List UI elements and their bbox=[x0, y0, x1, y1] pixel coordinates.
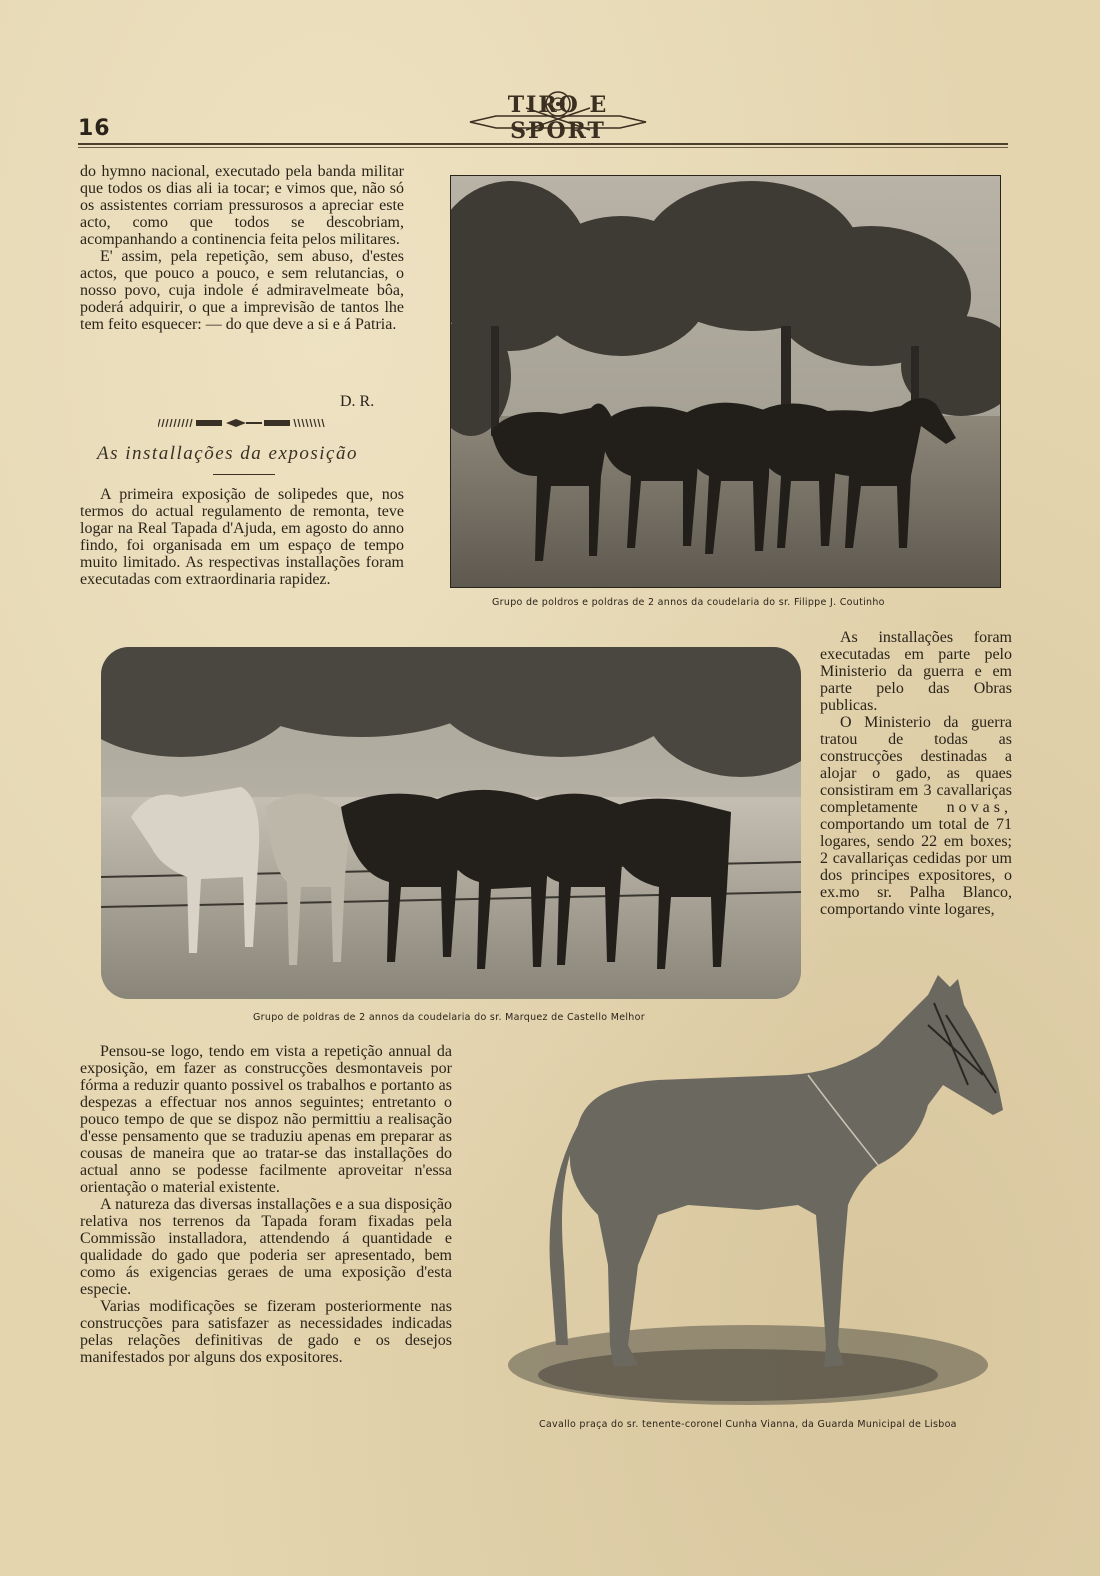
photo-caption: Cavallo praça do sr. tenente-coronel Cunha Vianna, da Guarda Municipal de Lisboa bbox=[539, 1419, 957, 1430]
masthead-logo bbox=[466, 86, 650, 144]
paragraph-part: comportando um total de 71 logares, sendo 22 em boxes; 2 cavallariças cedidas por um dos principes expositores, o ex.mo sr. Palha Blanco, comportando vinte logares, bbox=[820, 816, 1012, 918]
paragraph: Pensou-se logo, tendo em vista a repetição annual da exposição, em fazer as construcções desmontaveis por fórma a reduzir quanto possivel os trabalhos e portanto as despezas a effectuar nos annos seguintes; entretanto o pouco tempo de que se dispoz não permittiu a realisação d'esse pensamento que se traduziu apenas em preparar as cousas de maneira que ao tratar-se das installações do actual anno se podesse facilmente aproveitar n'essa orientação o material existente. bbox=[80, 1043, 452, 1196]
masthead-title: TIRO E SPORT bbox=[507, 92, 609, 144]
section-title: As installações da exposição bbox=[97, 443, 358, 464]
photo-mare-group bbox=[101, 647, 801, 999]
mares-photo-illustration bbox=[101, 647, 801, 999]
paragraph: do hymno nacional, executado pela banda militar que todos os dias ali ia tocar; e vimos que, não só os assistentes corriam pressurosos a apreciar este acto, como que todos se descobriam, acompanhando a continencia feita pelos militares. bbox=[80, 163, 404, 248]
author-signature: D. R. bbox=[340, 393, 375, 410]
photo-horse-group-field bbox=[450, 175, 1001, 588]
photo-caption: Grupo de poldras de 2 annos da coudelaria do sr. Marquez de Castello Melhor bbox=[253, 1012, 645, 1023]
paragraph: E' assim, pela repetição, sem abuso, d'estes actos, que pouco a pouco, e sem relutancias, o nosso povo, cuja indole é admiravelmeate bôa, poderá adquirir, o que a imprevisão de tantos lhe tem feito esquecer: — do que deve a si e á Patria. bbox=[80, 248, 404, 333]
paragraph: A primeira exposição de solipedes que, nos termos do actual regulamento de remonta, teve logar na Real Tapada d'Ajuda, em agosto do anno findo, foi organisada em um espaço de tempo muito limitado. As respectivas installações foram executadas com extraordinaria rapidez. bbox=[80, 486, 404, 588]
paragraph: A natureza das diversas installações e a sua disposição relativa nos terrenos da Tapada foram fixadas pela Commissão installadora, attendendo á quantidade e qualidade do gado que poderia ser apresentado, bem como ás exigencias geraes de uma exposição d'esta especie. bbox=[80, 1196, 452, 1298]
text-column-bottom bbox=[80, 1043, 452, 1366]
divider-ornament-icon bbox=[158, 418, 328, 428]
spaced-word: novas, bbox=[946, 799, 1012, 816]
text-column-left-mid bbox=[80, 486, 404, 588]
paragraph: As installações foram executadas em parte pelo Ministerio da guerra e em parte pelo das Obras publicas. bbox=[820, 629, 1012, 714]
section-title-rule bbox=[213, 474, 275, 475]
horse-photo-illustration bbox=[498, 965, 1010, 1425]
page-number: 16 bbox=[78, 116, 111, 141]
header-rule bbox=[78, 143, 1008, 145]
photo-caption: Grupo de poldros e poldras de 2 annos da coudelaria do sr. Filippe J. Coutinho bbox=[492, 597, 885, 608]
horses-photo-illustration bbox=[451, 176, 1000, 587]
paragraph-part: O Ministerio da guerra tratou de todas as construcções destinadas a alojar o gado, as quaes consistiram em 3 cavallariças completamente bbox=[820, 714, 1012, 816]
paragraph: Varias modificações se fizeram posteriormente nas construcções para satisfazer as necessidades indicadas pelas relações definitivas de gado e os desejos manifestados por alguns dos expositores. bbox=[80, 1298, 452, 1366]
paragraph bbox=[820, 714, 1012, 918]
text-column-right bbox=[820, 629, 1012, 918]
text-column-left-top bbox=[80, 163, 404, 333]
header-rule-thin bbox=[78, 147, 1008, 148]
photo-single-horse bbox=[498, 965, 1010, 1425]
